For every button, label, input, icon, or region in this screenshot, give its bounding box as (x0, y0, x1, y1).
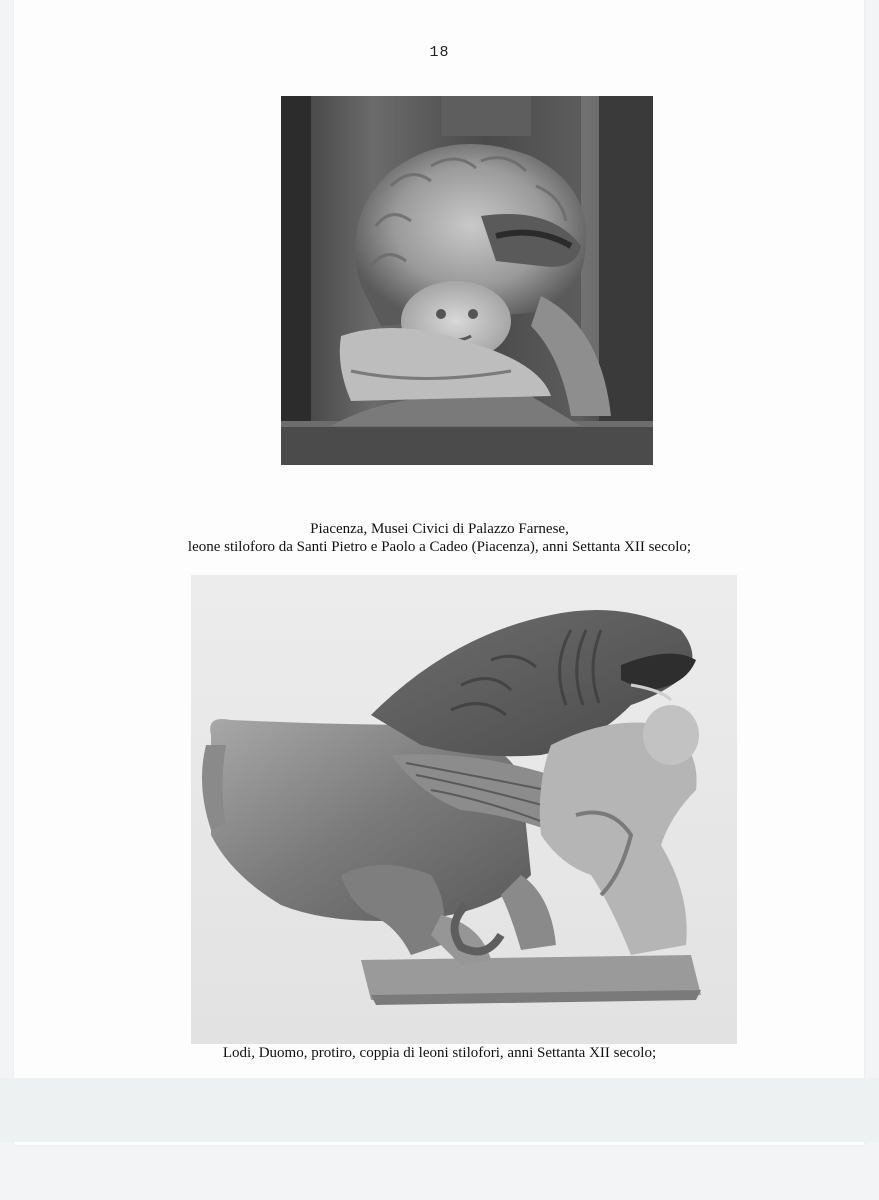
figure-2-caption-line-1: Lodi, Duomo, protiro, coppia di leoni stilofori, anni Settanta XII secolo; (222, 1045, 657, 1061)
lion-head-sculpture-image (281, 96, 653, 465)
figure-1-photo (281, 96, 653, 465)
page-number: 18 (429, 44, 450, 61)
figure-1-caption-line-1: Piacenza, Musei Civici di Palazzo Farnese, (310, 521, 569, 537)
lion-sculpture-image (191, 575, 737, 1044)
figure-1-caption-line-2: leone stiloforo da Santi Pietro e Paolo a Cadeo (Piacenza), anni Settanta XII secolo; (187, 539, 692, 555)
scan-bottom-band (0, 1078, 879, 1142)
figure-1-caption (0, 520, 879, 556)
figure-2-photo (191, 575, 737, 1044)
figure-2-caption (0, 1044, 879, 1062)
